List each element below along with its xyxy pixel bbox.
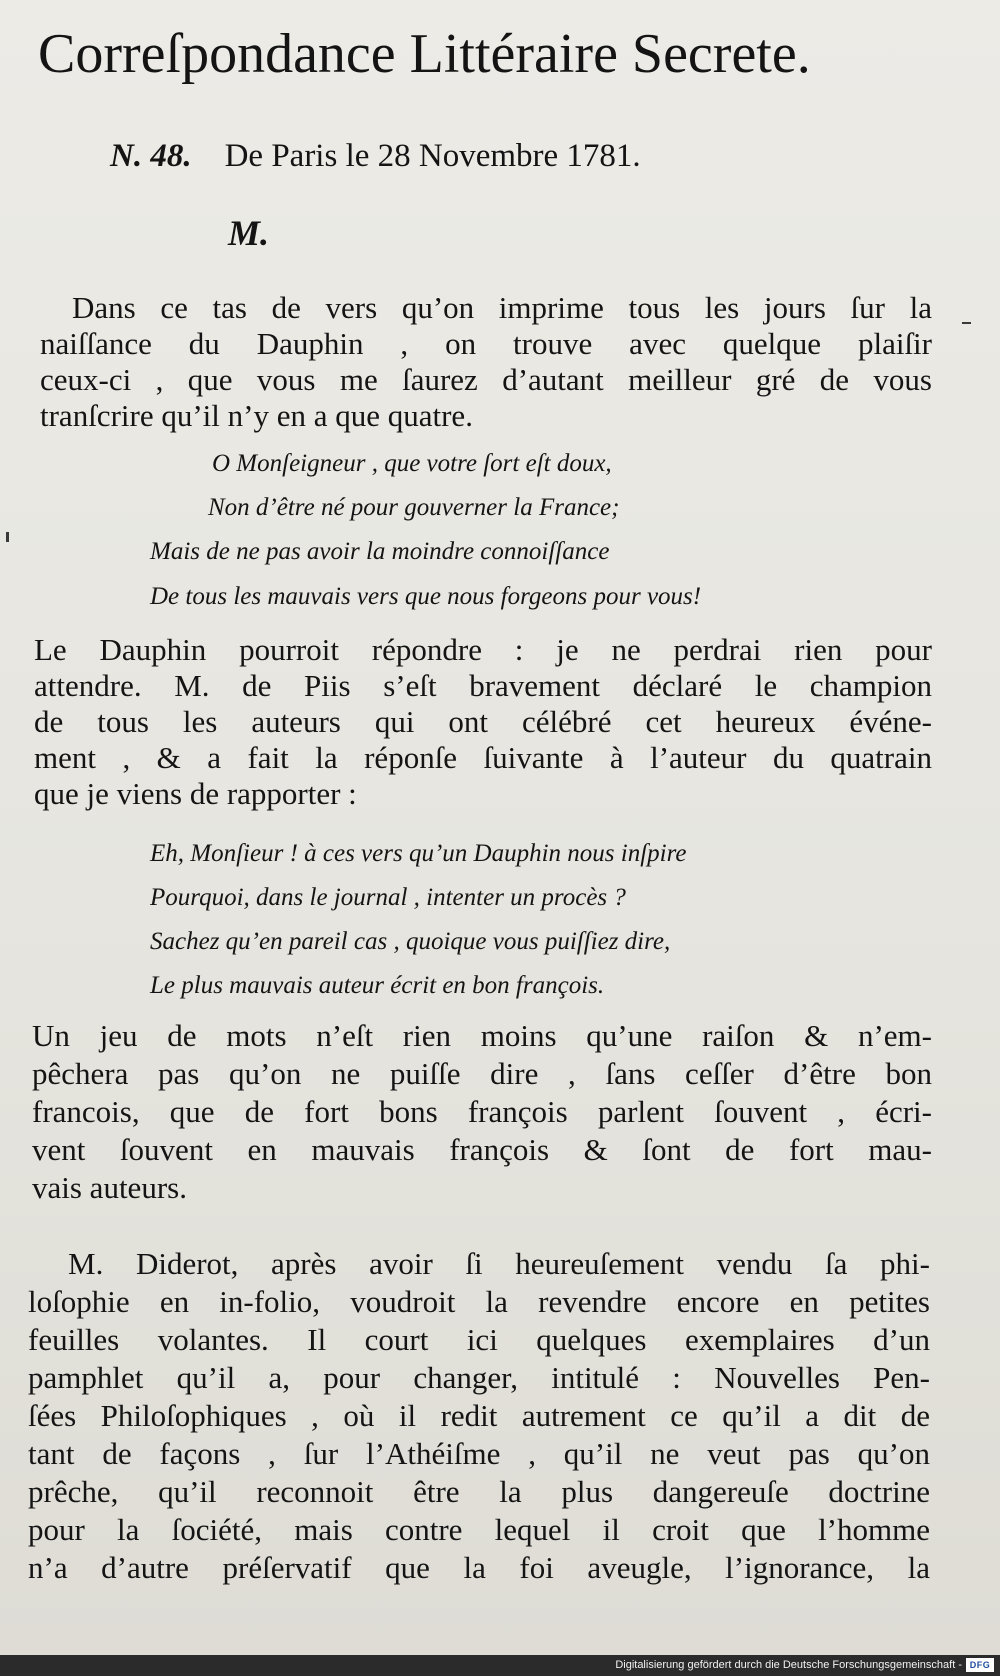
text-line: M. Diderot, après avoir ſi heureuſement vendu ſa phi- <box>68 1246 930 1281</box>
text-line: pamphlet qu’il a, pour changer, intitulé : Nouvelles Pen- <box>28 1360 930 1395</box>
verse-line: Non d’être né pour gouverner la France; <box>208 494 620 521</box>
text-line: pour la ſociété, mais contre lequel il croit que l’homme <box>28 1512 930 1547</box>
text-line: naiſſance du Dauphin , on trouve avec quelque plaiſir <box>40 326 932 361</box>
text-line: n’a d’autre préſervatif que la foi aveugle, l’ignorance, la <box>28 1550 930 1585</box>
text-line: tant de façons , ſur l’Athéiſme , qu’il ne veut pas qu’on <box>28 1436 930 1471</box>
dateline: De Paris le 28 Novembre 1781. <box>224 138 641 174</box>
text-line: que je viens de rapporter : <box>34 776 357 811</box>
text-line: loſophie en in-folio, voudroit la revendre encore en petites <box>28 1284 930 1319</box>
text-line: Dans ce tas de vers qu’on imprime tous les jours ſur la <box>72 290 932 325</box>
verse-line: Le plus mauvais auteur écrit en bon françois. <box>150 972 605 999</box>
verse-line: De tous les mauvais vers que nous forgeons pour vous! <box>150 583 702 610</box>
text-line: prêche, qu’il reconnoit être la plus dangereuſe doctrine <box>28 1474 930 1509</box>
text-line: vais auteurs. <box>32 1170 187 1205</box>
issue-number: N. 48. <box>110 138 192 174</box>
digitization-footer <box>0 1655 1000 1676</box>
margin-mark <box>6 532 9 542</box>
text-line: feuilles volantes. Il court ici quelques exemplaires d’un <box>28 1322 930 1357</box>
verse-line: Pourquoi, dans le journal , intenter un procès ? <box>150 884 626 911</box>
verse-line: O Monſeigneur , que votre ſort eſt doux, <box>212 450 612 477</box>
text-line: de tous les auteurs qui ont célébré cet heureux événe- <box>34 704 932 739</box>
salutation: M. <box>228 213 270 253</box>
text-line: pêchera pas qu’on ne puiſſe dire , ſans ceſſer d’être bon <box>32 1056 932 1091</box>
text-line: ſées Philoſophiques , où il redit autrement ce qu’il a dit de <box>28 1398 930 1433</box>
issue-line <box>110 138 930 175</box>
verse-line: Sachez qu’en pareil cas , quoique vous puiſſiez dire, <box>150 928 671 955</box>
text-line: Le Dauphin pourroit répondre : je ne perdrai rien pour <box>34 632 932 667</box>
text-line: tranſcrire qu’il n’y en a que quatre. <box>40 398 473 433</box>
page-title: Correſpondance Littéraire Secrete. <box>38 23 811 85</box>
verse-line: Mais de ne pas avoir la moindre connoiſſance <box>150 538 610 565</box>
text-line: vent ſouvent en mauvais françois & ſont de fort mau- <box>32 1132 932 1167</box>
text-line: ment , & a fait la réponſe ſuivante à l’auteur du quatrain <box>34 740 932 775</box>
footer-credit: Digitalisierung gefördert durch die Deutsche Forschungsgemeinschaft - <box>615 1659 962 1671</box>
text-line: Un jeu de mots n’eſt rien moins qu’une raiſon & n’em- <box>32 1018 932 1053</box>
text-line: ceux-ci , que vous me ſaurez d’autant meilleur gré de vous <box>40 362 932 397</box>
text-line: attendre. M. de Piis s’eſt bravement déclaré le champion <box>34 668 932 703</box>
margin-mark <box>962 322 971 324</box>
dfg-logo: DFG <box>966 1658 994 1672</box>
text-line: francois, que de fort bons françois parlent ſouvent , écri- <box>32 1094 932 1129</box>
verse-line: Eh, Monſieur ! à ces vers qu’un Dauphin nous inſpire <box>150 840 687 867</box>
